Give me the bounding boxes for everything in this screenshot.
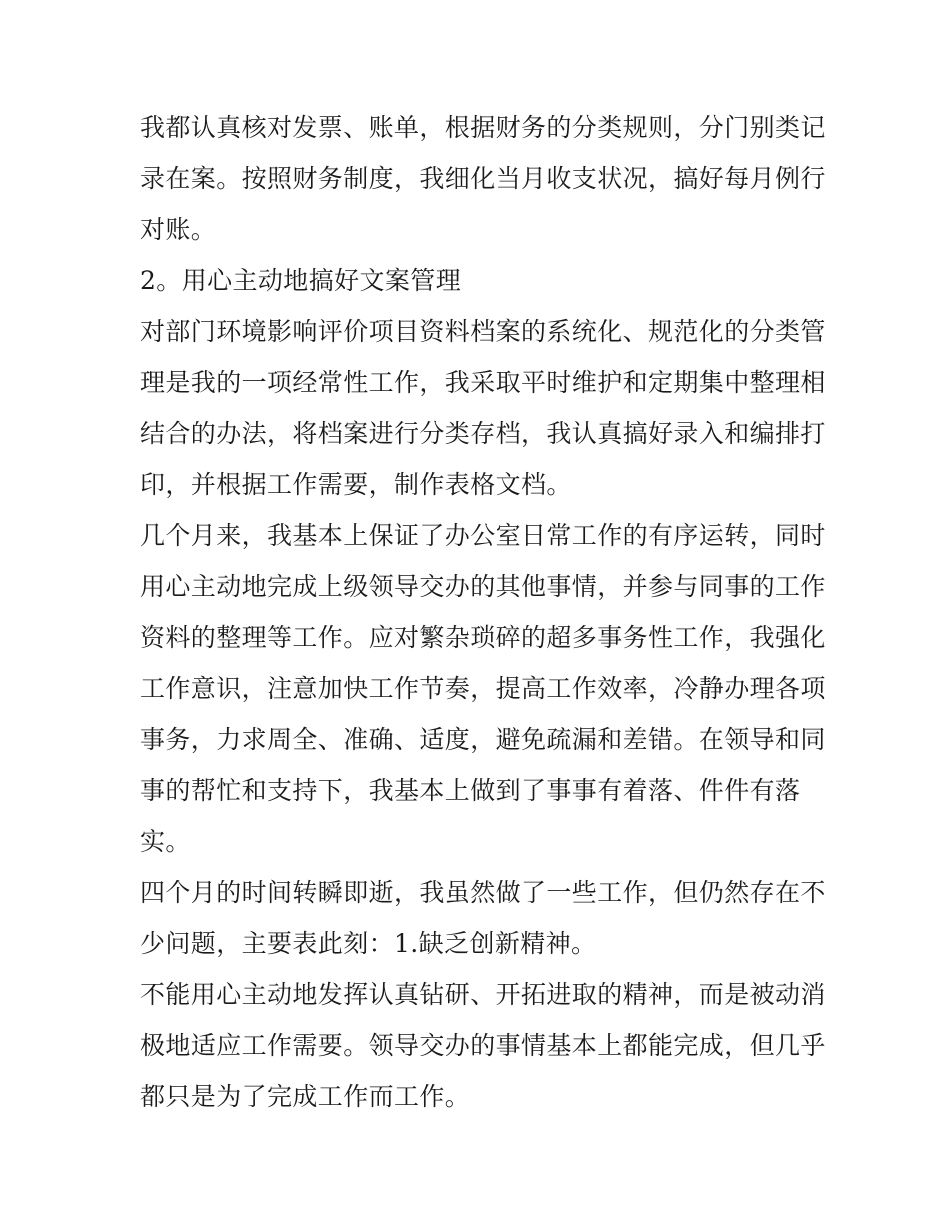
document-body [140,102,826,1122]
section-heading: 2。用心主动地搞好文案管理 [140,266,462,295]
text-line-3: 对账。 [140,215,217,244]
text-line-12: 工作意识，注意加快工作节奏，提高工作效率，冷静办理各项 [140,674,826,703]
text-line-5: 对部门环境影响评价项目资料档案的系统化、规范化的分类管 [140,317,826,346]
text-line-16: 四个月的时间转瞬即逝，我虽然做了一些工作，但仍然存在不 [140,878,826,907]
text-line-17: 少问题，主要表此刻：1.缺乏创新精神。 [140,929,597,958]
text-line-1: 我都认真核对发票、账单，根据财务的分类规则，分门别类记 [140,113,826,142]
text-line-9: 几个月来，我基本上保证了办公室日常工作的有序运转，同时 [140,521,826,550]
text-line-14: 事的帮忙和支持下，我基本上做到了事事有着落、件件有落 [140,776,801,805]
text-line-8: 印，并根据工作需要，制作表格文档。 [140,470,572,499]
text-line-10: 用心主动地完成上级领导交办的其他事情，并参与同事的工作 [140,572,826,601]
text-line-19: 极地适应工作需要。领导交办的事情基本上都能完成，但几乎 [140,1031,826,1060]
text-line-11: 资料的整理等工作。应对繁杂琐碎的超多事务性工作，我强化 [140,623,826,652]
text-line-2: 录在案。按照财务制度，我细化当月收支状况，搞好每月例行 [140,164,826,193]
text-line-6: 理是我的一项经常性工作，我采取平时维护和定期集中整理相 [140,368,826,397]
text-line-7: 结合的办法，将档案进行分类存档，我认真搞好录入和编排打 [140,419,826,448]
text-line-20: 都只是为了完成工作而工作。 [140,1082,471,1111]
text-line-15: 实。 [140,827,191,856]
text-line-13: 事务，力求周全、准确、适度，避免疏漏和差错。在领导和同 [140,725,826,754]
text-line-18: 不能用心主动地发挥认真钻研、开拓进取的精神，而是被动消 [140,980,826,1009]
